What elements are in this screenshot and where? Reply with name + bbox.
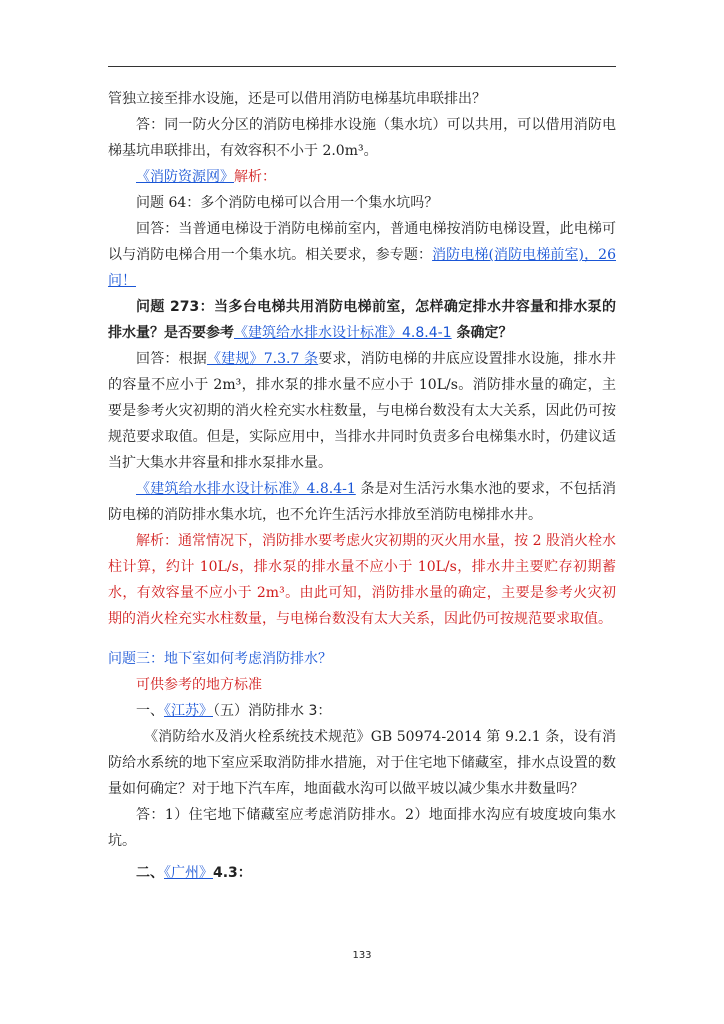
xiaofang-ziyuan-link[interactable]: 《消防资源网》: [136, 169, 234, 185]
paragraph-continuation: 管独立接至排水设施，还是可以借用消防电梯基坑串联排出？: [108, 91, 486, 107]
answer-273: [108, 346, 616, 476]
standard-note-text: 条是对生活污水集水池的要求，不包括消防电梯的消防排水集水坑，也不允许生活污水排放至消防电梯排水井。: [108, 481, 616, 523]
local-standards-heading: 可供参考的地方标准: [136, 677, 262, 693]
section-jiangsu-prefix: 一、: [136, 703, 164, 719]
water-supply-standard-link-2[interactable]: 《建筑给水排水设计标准》4.8.4-1: [136, 481, 356, 497]
guangzhou-link[interactable]: 《广州》: [164, 865, 213, 881]
answer-64: [108, 216, 616, 294]
standard-note: [108, 476, 616, 528]
answer-273-prefix: 回答：根据: [136, 351, 207, 367]
section-guangzhou-prefix: 二、: [136, 865, 164, 881]
jiangsu-answer: 答：1）住宅地下储藏室应考虑消防排水。2）地面排水沟应有坡度坡向集水坑。: [108, 807, 616, 849]
section-guangzhou-text: 4.3：: [213, 865, 252, 881]
section-jiangsu-text: （五）消防排水 3：: [213, 703, 332, 719]
question-three-heading: 问题三：地下室如何考虑消防排水？: [108, 651, 332, 667]
page-number: 133: [352, 950, 372, 961]
jiangsu-question: 《消防给水及消火栓系统技术规范》GB 50974-2014 第 9.2.1 条，设有消防给水系统的地下室应采取消防排水措施，对于住宅地下储藏室，排水点设置的数量如何确定？对于地下汽车库，地面截水沟可以做平坡以减少集水井数量吗？: [108, 729, 616, 797]
question-273: [108, 294, 616, 346]
question-273-text: 问题 273：当多台电梯共用消防电梯前室，怎样确定排水井容量和排水泵的排水量？是否要参考: [108, 299, 616, 341]
analysis-paragraph: 解析：通常情况下，消防排水要考虑火灾初期的灭火用水量，按 2 股消火栓水柱计算，约计 10L/s，排水泵的排水量不应小于 10L/s，排水井主要贮存初期蓄水，有效容量不应小于 2m³。由此可知，消防排水量的确定，主要是参考火灾初期的消火栓充实水柱数量，与电梯台数没有太大关系，因此仍可按规范要求取值。: [108, 533, 616, 627]
answer-paragraph: 答：同一防火分区的消防电梯排水设施（集水坑）可以共用，可以借用消防电梯基坑串联排出，有效容积不小于 2.0m³。: [108, 117, 616, 159]
section-jiangsu: [108, 698, 616, 724]
building-code-link[interactable]: 《建规》7.3.7 条: [206, 351, 319, 367]
answer-64-text: 回答：当普通电梯设于消防电梯前室内，普通电梯按消防电梯设置，此电梯可以与消防电梯合用一个集水坑。相关要求，参专题：: [108, 221, 616, 263]
jiangsu-link[interactable]: 《江苏》: [164, 703, 213, 719]
analysis-label: 解析：: [234, 169, 276, 185]
answer-273-text: 要求，消防电梯的井底应设置排水设施，排水井的容量不应小于 2m³，排水泵的排水量不应小于 10L/s。消防排水量的确定，主要是参考火灾初期的消火栓充实水柱数量，与电梯台数没有太大关系，因此仍可按规范要求取值。但是，实际应用中，当排水井同时负责多台电梯集水时，仍建议适当扩大集水井容量和排水泵排水量。: [108, 351, 617, 471]
section-guangzhou: [108, 860, 616, 886]
header-rule: [108, 66, 616, 67]
spacer: [108, 632, 616, 646]
fire-elevator-topic-link[interactable]: 消防电梯(消防电梯前室)，26 问！: [108, 247, 616, 289]
page-content: [108, 86, 616, 886]
question-64: 问题 64：多个消防电梯可以合用一个集水坑吗？: [136, 195, 439, 211]
question-273-suffix: 条确定？: [451, 325, 513, 341]
analysis-heading: [108, 164, 616, 190]
water-supply-standard-link[interactable]: 《建筑给水排水设计标准》4.8.4-1: [234, 325, 452, 341]
